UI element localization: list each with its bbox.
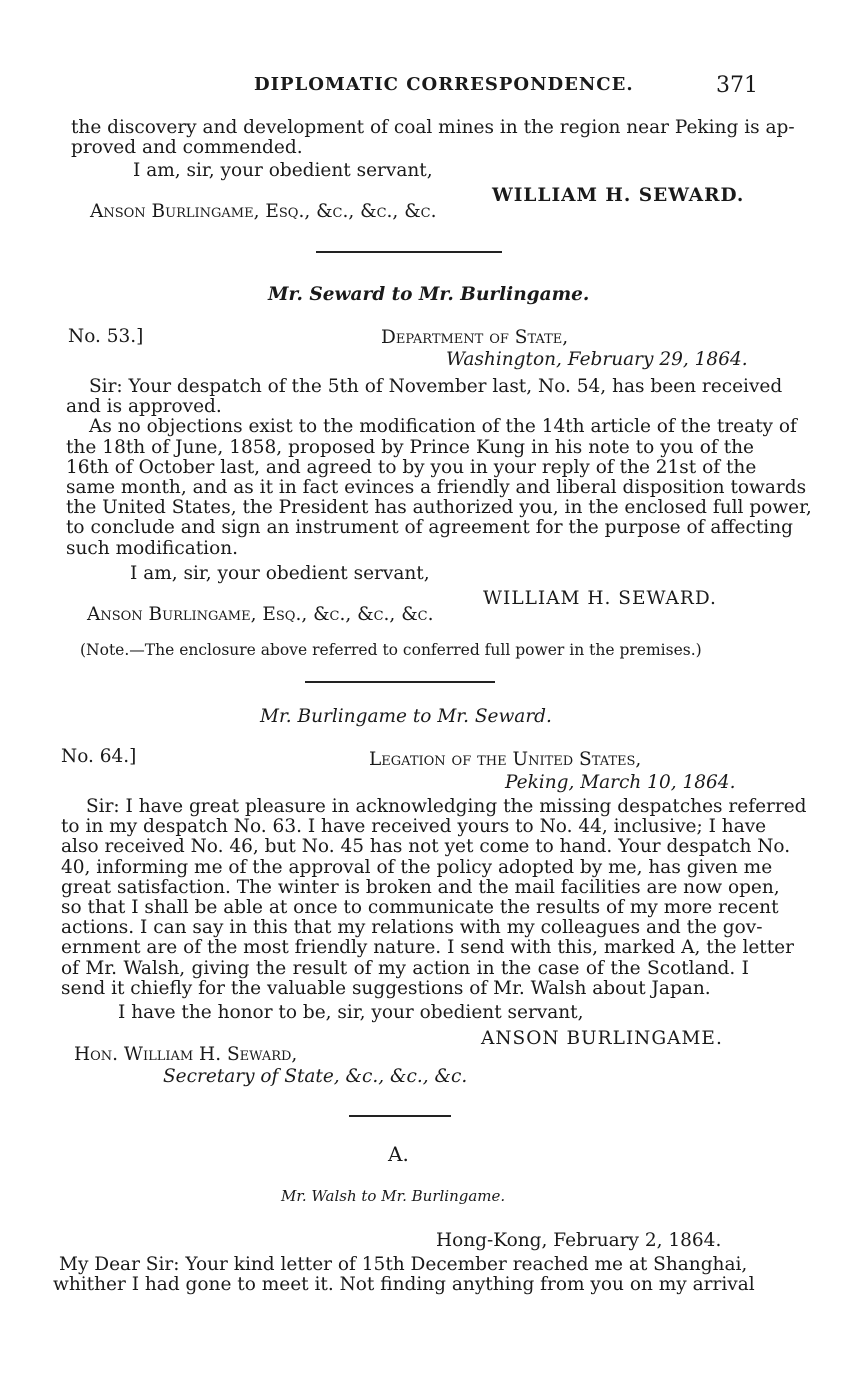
text-line: My Dear Sir: Your kind letter of 15th December reached me at Shanghai,	[59, 1254, 748, 1275]
text-line: the 18th of June, 1858, proposed by Prince Kung in his note to you of the	[66, 436, 754, 458]
enclosure-label: A.	[388, 1142, 409, 1166]
signature: WILLIAM H. SEWARD.	[483, 588, 717, 609]
letter-heading: Mr. Burlingame to Mr. Seward.	[260, 706, 552, 727]
running-title: DIPLOMATIC CORRESPONDENCE.	[254, 74, 634, 95]
text-line: actions. I can say in this that my relations with my colleagues and the gov-	[61, 917, 763, 939]
text-line: proved and commended.	[71, 137, 303, 159]
sender-place: Department of State,	[381, 327, 569, 348]
letter-date	[436, 1231, 721, 1251]
letter-body	[61, 796, 807, 999]
text-line: send it chiefly for the valuable suggestions of Mr. Walsh about Japan.	[61, 977, 711, 999]
section-divider	[305, 681, 495, 683]
section-divider	[349, 1115, 451, 1117]
text-line: great satisfaction. The winter is broken and the mail facilities are now open,	[61, 876, 780, 898]
addressee-title: Secretary of State, &c., &c., &c.	[163, 1066, 468, 1087]
closing: I have the honor to be, sir, your obedient servant,	[118, 1002, 584, 1023]
letter-date: Washington, February 29, 1864.	[446, 349, 748, 370]
text-line: and is approved.	[66, 396, 222, 418]
text-line: 16th of October last, and agreed to by you in your reply of the 21st of the	[66, 456, 757, 478]
despatch-number: No. 53.]	[68, 326, 144, 347]
text-line: whither I had gone to meet it. Not finding anything from you on my arrival	[53, 1274, 755, 1296]
letter-body	[53, 1254, 755, 1296]
text-line: Sir: I have great pleasure in acknowledging the missing despatches referred	[86, 796, 807, 817]
text-line: to conclude and sign an instrument of agreement for the purpose of affecting	[66, 517, 793, 539]
text-line: 40, informing me of the approval of the policy adopted by me, has given me	[61, 856, 773, 878]
signature: ANSON BURLINGAME.	[481, 1028, 723, 1049]
page-number: 371	[716, 73, 758, 98]
text-line: so that I shall be able at once to communicate the results of my more recent	[61, 897, 779, 919]
enclosure-place-date: Hong-Kong, February 2, 1864.	[436, 1230, 722, 1251]
text-line: ernment are of the most friendly nature. I send with this, marked A, the letter	[61, 937, 794, 959]
text-line: such modification.	[66, 537, 239, 559]
text-line: to in my despatch No. 63. I have received yours to No. 44, inclusive; I have	[61, 816, 767, 838]
text-line: Sir: Your despatch of the 5th of November last, No. 54, has been received	[89, 376, 783, 397]
text-line: of Mr. Walsh, giving the result of my action in the case of the Scotland. I	[61, 957, 749, 979]
signature: WILLIAM H. SEWARD.	[492, 185, 745, 206]
addressee: Anson Burlingame, Esq., &c., &c., &c.	[87, 604, 434, 625]
text-line: also received No. 46, but No. 45 has not yet come to hand. Your despatch No.	[61, 836, 791, 858]
closing: I am, sir, your obedient servant,	[130, 563, 430, 584]
closing: I am, sir, your obedient servant,	[133, 160, 433, 181]
letter-heading: Mr. Seward to Mr. Burlingame.	[268, 284, 590, 305]
text-line: the United States, the President has authorized you, in the enclosed full power,	[66, 497, 812, 519]
text-line: the discovery and development of coal mines in the region near Peking is ap-	[71, 117, 795, 138]
letter-body	[66, 376, 812, 559]
text-line: same month, and as it in fact evinces a friendly and liberal disposition towards	[66, 477, 807, 499]
despatch-number: No. 64.]	[61, 746, 137, 767]
letter-heading: Mr. Walsh to Mr. Burlingame.	[281, 1187, 506, 1205]
continuation-text	[71, 117, 795, 159]
editorial-note: (Note.—The enclosure above referred to conferred full power in the premises.)	[80, 641, 702, 659]
text-line: As no objections exist to the modification of the 14th article of the treaty of	[89, 416, 797, 438]
addressee: Hon. William H. Seward,	[74, 1044, 298, 1065]
letter-date: Peking, March 10, 1864.	[505, 772, 736, 793]
addressee: Anson Burlingame, Esq., &c., &c., &c.	[90, 201, 437, 222]
section-divider	[316, 251, 502, 253]
sender-place: Legation of the United States,	[369, 749, 642, 770]
